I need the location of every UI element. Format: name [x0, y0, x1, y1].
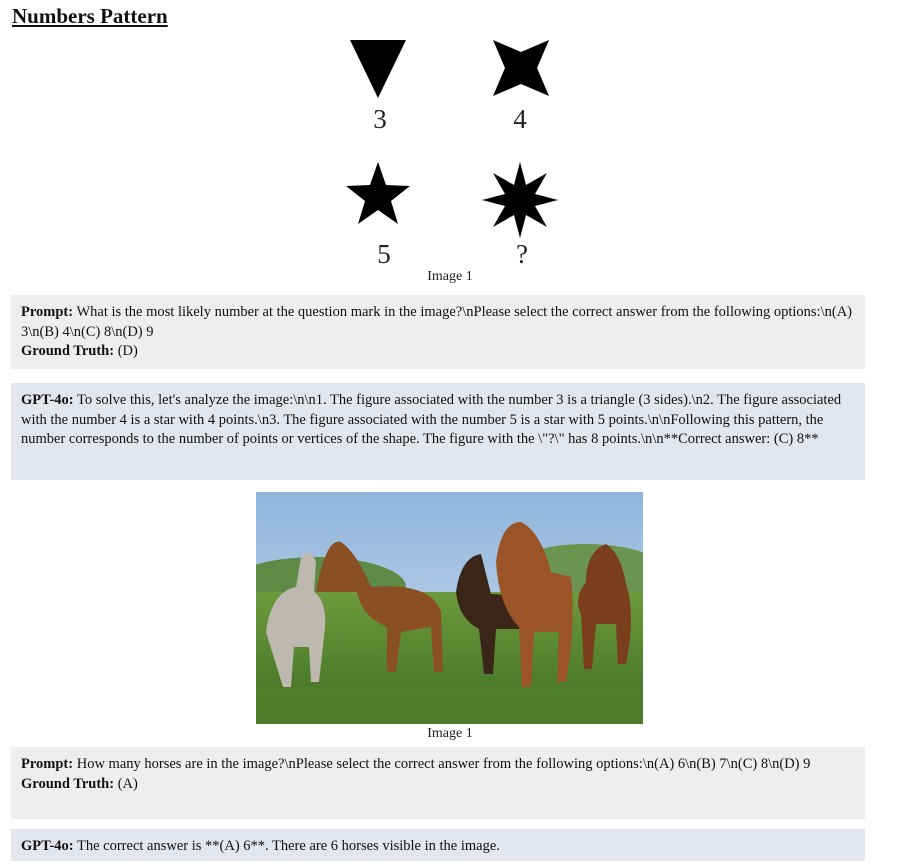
eight-point-star-icon: [482, 162, 558, 238]
figure2-caption: Image 1: [427, 726, 473, 741]
figure1-caption: Image 1: [427, 269, 473, 284]
model-label: GPT-4o:: [21, 392, 74, 408]
shape-label-1: 3: [373, 104, 387, 134]
prompt-text: How many horses are in the image?\nPlease select the correct answer from the following options:\n(A) 6\n(B) 7\n(C) 8\n(D) 9: [73, 756, 811, 772]
prompt-label: Prompt:: [21, 756, 74, 772]
prompt-box-2: [11, 747, 865, 819]
prompt-box-1: [11, 295, 865, 369]
shape-label-2: 4: [513, 104, 527, 134]
ground-truth-text: (A): [114, 775, 138, 792]
shape-label-4: ?: [516, 239, 528, 269]
shape-label-3: 5: [377, 239, 391, 269]
prompt-text: What is the most likely number at the question mark in the image?\nPlease select the correct answer from the following options:\n(A) 3\n(B) 4\n(C) 8\n(D) 9: [21, 304, 852, 340]
horses-photo: [256, 492, 643, 724]
ground-truth-label: Ground Truth:: [21, 343, 115, 359]
triangle-icon: [350, 40, 406, 98]
ground-truth-label: Ground Truth:: [21, 775, 115, 792]
four-point-star-icon: [493, 40, 549, 96]
five-point-star-icon: [346, 162, 410, 224]
prompt-label: Prompt:: [21, 304, 74, 320]
answer-box-2: [11, 829, 865, 861]
model-label: GPT-4o:: [21, 838, 74, 854]
shapes-figure: [340, 34, 560, 284]
ground-truth-text: (D): [114, 343, 138, 359]
model-answer-text: To solve this, let's analyze the image:\n\n1. The figure associated with the number 3 is a triangle (3 sides).\n2. The figure associated with the number 4 is a star with 4 points.\n3. The figure associated with the number 5 is a star with 5 points.\n\nFollowing this pattern, the number corresponds to the number of points or vertices of the shape. The figure with the \"?\" has 8 points.\n\n**Correct answer: (C) 8**: [21, 392, 842, 447]
model-answer-text: The correct answer is **(A) 6**. There are 6 horses visible in the image.: [73, 838, 500, 854]
answer-box-1: [11, 383, 865, 480]
page-title: Numbers Pattern: [12, 4, 168, 28]
